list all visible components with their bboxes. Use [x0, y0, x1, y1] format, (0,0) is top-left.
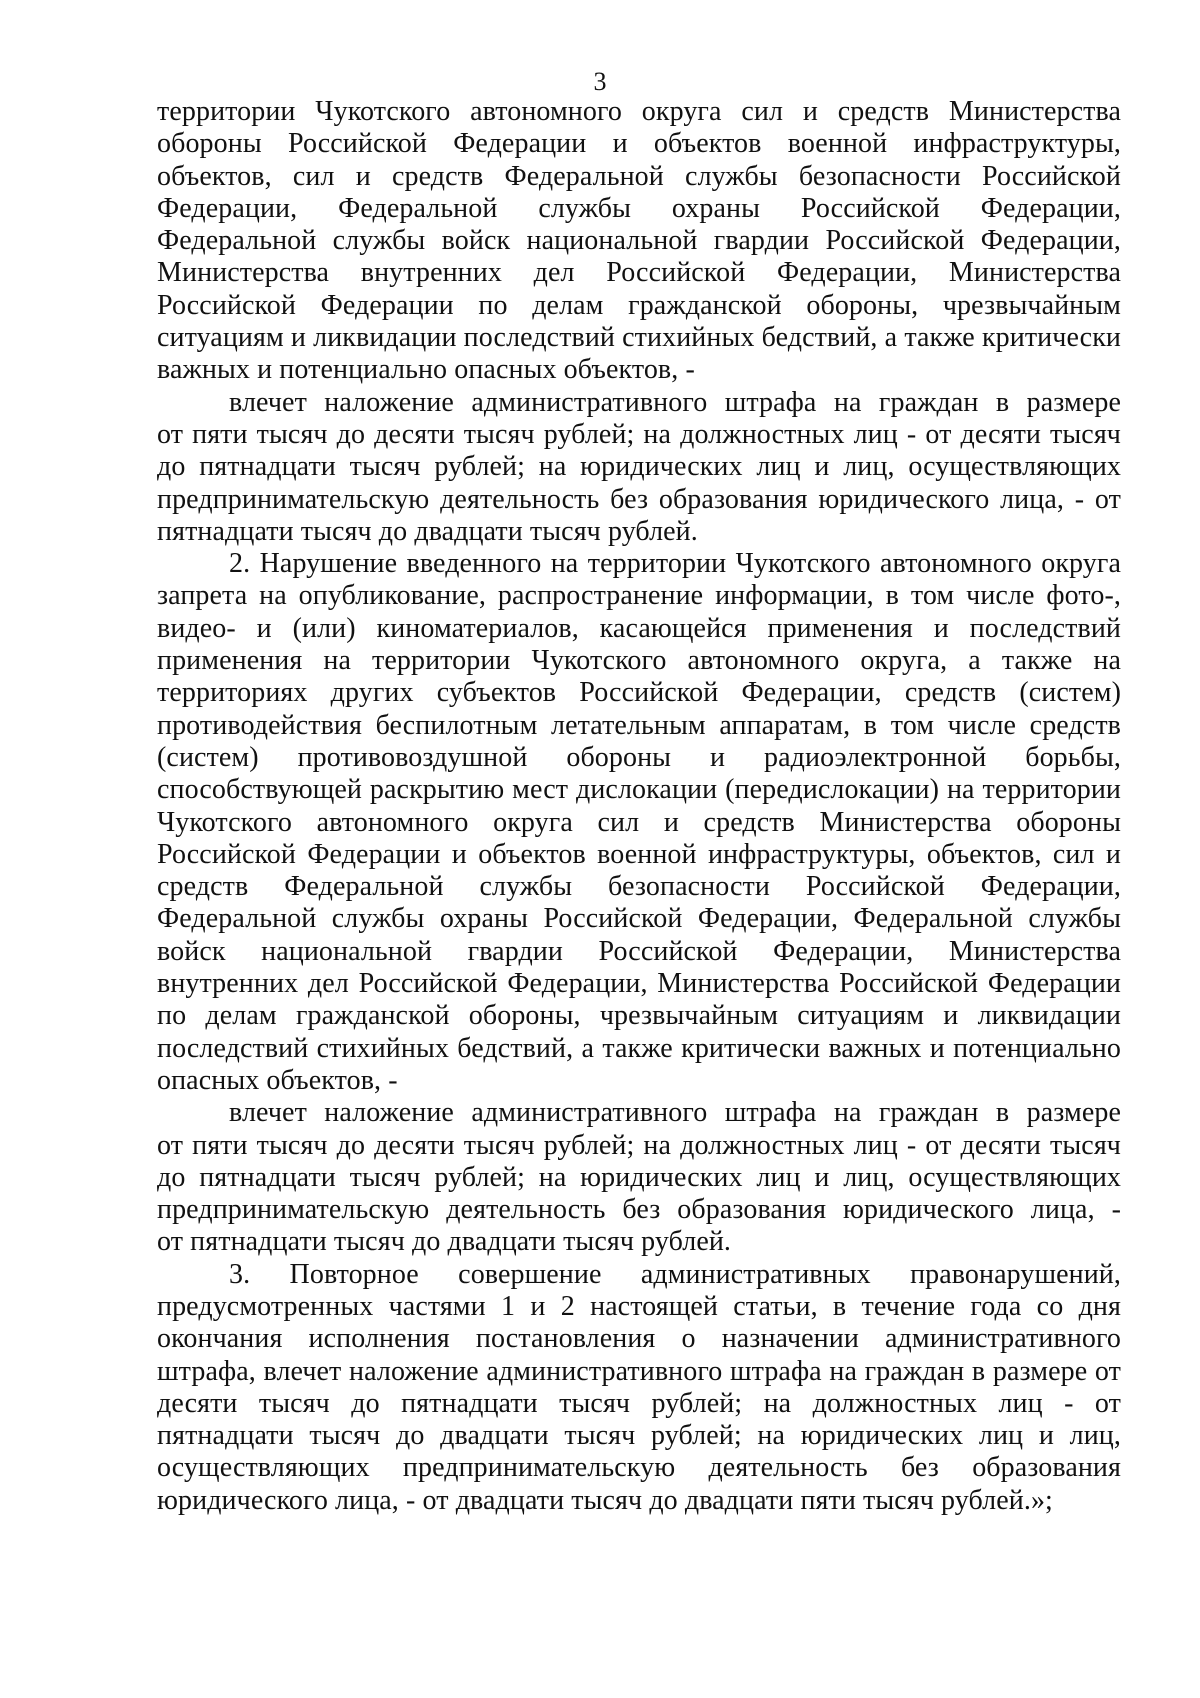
text-line: влечет наложение административного штрафа на граждан в размере — [229, 1097, 1121, 1129]
text-line: Федеральной службы охраны Российской Федерации, Федеральной службы — [157, 903, 1121, 935]
text-line: осуществляющих предпринимательскую деятельность без образования — [157, 1452, 1121, 1484]
text-line: Российской Федерации и объектов военной инфраструктуры, объектов, сил и — [157, 838, 1121, 870]
text-line: средств Федеральной службы безопасности Российской Федерации, — [157, 871, 1121, 903]
text-line: Российской Федерации по делам гражданской обороны, чрезвычайным — [157, 289, 1121, 321]
text-line: (систем) противовоздушной обороны и радиоэлектронной борьбы, — [157, 741, 1121, 773]
text-line: применения на территории Чукотского автономного округа, а также на — [157, 645, 1121, 677]
text-line: Министерства внутренних дел Российской Федерации, Министерства — [157, 257, 1121, 289]
text-line: по делам гражданской обороны, чрезвычайным ситуациям и ликвидации — [157, 1000, 1121, 1032]
text-line: Чукотского автономного округа сил и средств Министерства обороны — [157, 806, 1121, 838]
text-line: предпринимательскую деятельность без образования юридического лица, - от — [157, 483, 1121, 515]
text-line: пятнадцати тысяч до двадцати тысяч рублей. — [157, 515, 698, 547]
text-line: видео- и (или) киноматериалов, касающейся применения и последствий — [157, 612, 1121, 644]
text-line: предпринимательскую деятельность без образования юридического лица, - — [157, 1194, 1121, 1226]
text-line: 2. Нарушение введенного на территории Чукотского автономного округа — [229, 548, 1121, 580]
page-number: 3 — [593, 67, 607, 96]
text-line: предусмотренных частями 1 и 2 настоящей статьи, в течение года со дня — [157, 1290, 1121, 1322]
text-line: запрета на опубликование, распространение информации, в том числе фото-, — [157, 580, 1121, 612]
text-line: от пятнадцати тысяч до двадцати тысяч рублей. — [157, 1226, 732, 1258]
text-line: последствий стихийных бедствий, а также критически важных и потенциально — [157, 1032, 1121, 1064]
text-line: объектов, сил и средств Федеральной службы безопасности Российской — [157, 160, 1121, 192]
text-line: территориях других субъектов Российской Федерации, средств (систем) — [157, 677, 1121, 709]
text-line: от пяти тысяч до десяти тысяч рублей; на должностных лиц - от десяти тысяч — [157, 1129, 1121, 1161]
text-line: десяти тысяч до пятнадцати тысяч рублей; на должностных лиц - от — [157, 1387, 1121, 1419]
text-line: войск национальной гвардии Российской Федерации, Министерства — [157, 935, 1121, 967]
text-line: пятнадцати тысяч до двадцати тысяч рублей; на юридических лиц и лиц, — [157, 1420, 1121, 1452]
text-line: 3. Повторное совершение административных правонарушений, — [229, 1258, 1121, 1290]
text-line: влечет наложение административного штрафа на граждан в размере — [229, 386, 1121, 418]
text-line: способствующей раскрытию мест дислокации (передислокации) на территории — [157, 774, 1121, 806]
text-line: Федерации, Федеральной службы охраны Российской Федерации, — [157, 192, 1121, 224]
document-body — [157, 96, 1121, 1517]
text-line: территории Чукотского автономного округа сил и средств Министерства — [157, 96, 1121, 127]
text-line: важных и потенциально опасных объектов, - — [157, 354, 695, 386]
text-line: противодействия беспилотным летательным аппаратам, в том числе средств — [157, 709, 1121, 741]
text-line: окончания исполнения постановления о назначении административного — [157, 1323, 1121, 1355]
text-line: опасных объектов, - — [157, 1064, 398, 1096]
text-line: штрафа, влечет наложение административного штрафа на граждан в размере от — [157, 1355, 1121, 1387]
text-line: ситуациям и ликвидации последствий стихийных бедствий, а также критически — [157, 322, 1121, 354]
text-line: до пятнадцати тысяч рублей; на юридических лиц и лиц, осуществляющих — [157, 451, 1121, 483]
text-line: юридического лица, - от двадцати тысяч до двадцати пяти тысяч рублей.»; — [157, 1484, 1053, 1516]
text-line: от пяти тысяч до десяти тысяч рублей; на должностных лиц - от десяти тысяч — [157, 418, 1121, 450]
text-line: обороны Российской Федерации и объектов военной инфраструктуры, — [157, 128, 1121, 160]
text-line: внутренних дел Российской Федерации, Министерства Российской Федерации — [157, 968, 1121, 1000]
text-line: Федеральной службы войск национальной гвардии Российской Федерации, — [157, 225, 1121, 257]
text-line: до пятнадцати тысяч рублей; на юридических лиц и лиц, осуществляющих — [157, 1161, 1121, 1193]
